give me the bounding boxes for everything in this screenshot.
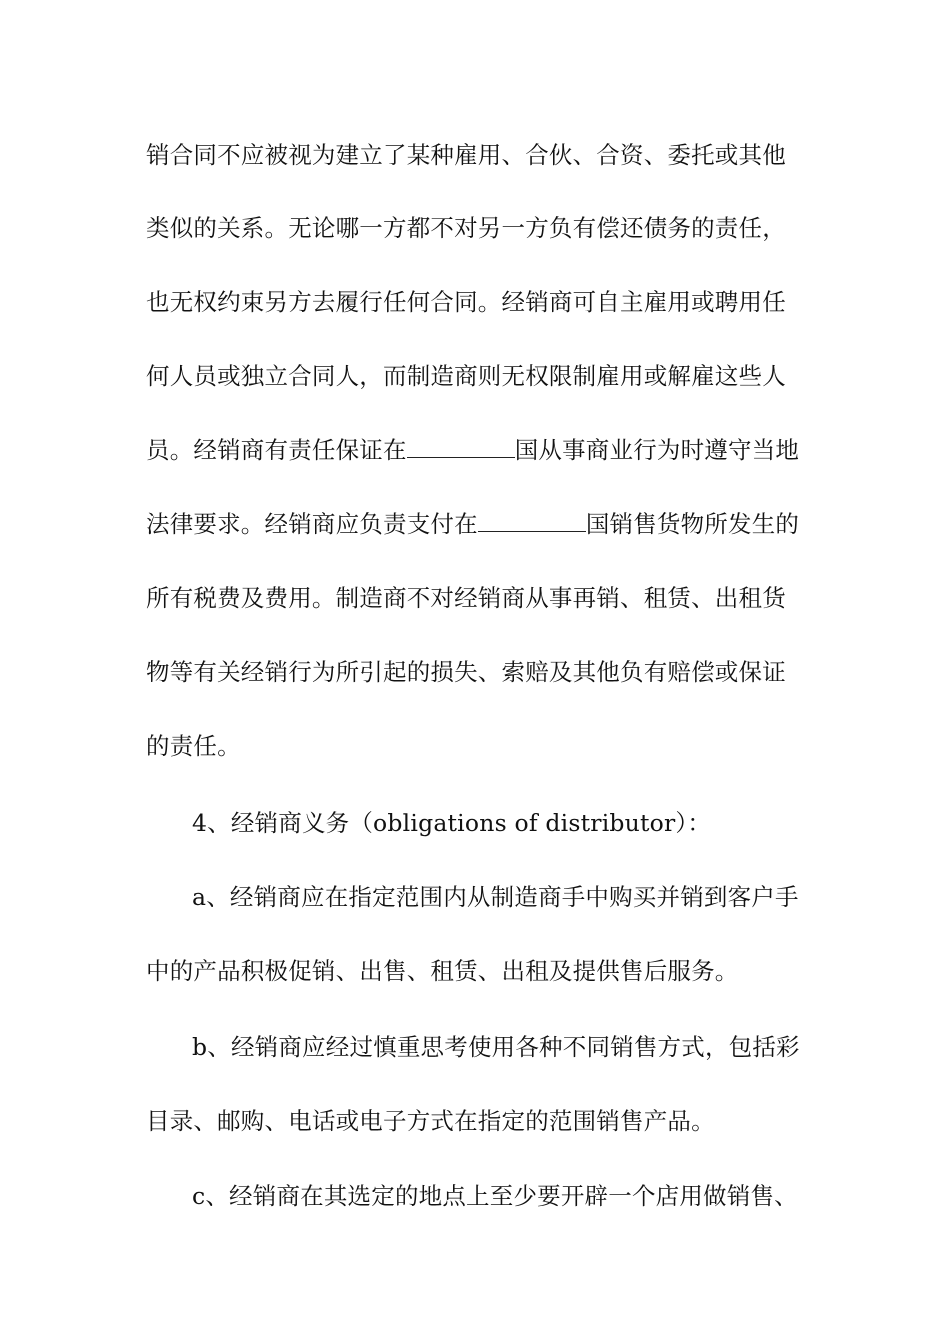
clause-a-line: 中的产品积极促销、出售、租赁、出租及提供售后服务。 xyxy=(146,957,739,985)
line-text: 法律要求。经销商应负责支付在 xyxy=(146,510,478,538)
fill-in-blank xyxy=(478,509,586,532)
paragraph-line: 何人员或独立合同人，而制造商则无权限制雇用或解雇这些人 xyxy=(146,362,786,390)
paragraph-line: 也无权约束另方去履行任何合同。经销商可自主雇用或聘用任 xyxy=(146,288,786,316)
clause-a-line: a、经销商应在指定范围内从制造商手中购买并销到客户手 xyxy=(192,883,799,911)
fill-in-blank xyxy=(407,435,515,458)
line-text: 国销售货物所发生的 xyxy=(585,510,800,538)
line-text: 员。经销商有责任保证在 xyxy=(146,436,407,464)
paragraph-line: 所有税费及费用。制造商不对经销商从事再销、租赁、出租货 xyxy=(146,584,786,612)
paragraph-line-with-blank xyxy=(146,435,826,465)
clause-c-line: c、经销商在其选定的地点上至少要开辟一个店用做销售、 xyxy=(192,1182,798,1210)
line-text: 国从事商业行为时遵守当地 xyxy=(514,436,800,464)
paragraph-line-with-blank xyxy=(146,509,826,539)
paragraph-line: 销合同不应被视为建立了某种雇用、合伙、合资、委托或其他 xyxy=(146,141,786,169)
clause-b-line: b、经销商应经过慎重思考使用各种不同销售方式，包括彩 xyxy=(192,1033,800,1061)
clause-b-line: 目录、邮购、电话或电子方式在指定的范围销售产品。 xyxy=(146,1107,715,1135)
paragraph-line: 的责任。 xyxy=(146,732,241,760)
paragraph-line: 类似的关系。无论哪一方都不对另一方负有偿还债务的责任， xyxy=(146,214,786,242)
section-heading: 4、经销商义务（obligations of distributor）： xyxy=(192,809,712,837)
paragraph-line: 物等有关经销行为所引起的损失、索赔及其他负有赔偿或保证 xyxy=(146,658,786,686)
